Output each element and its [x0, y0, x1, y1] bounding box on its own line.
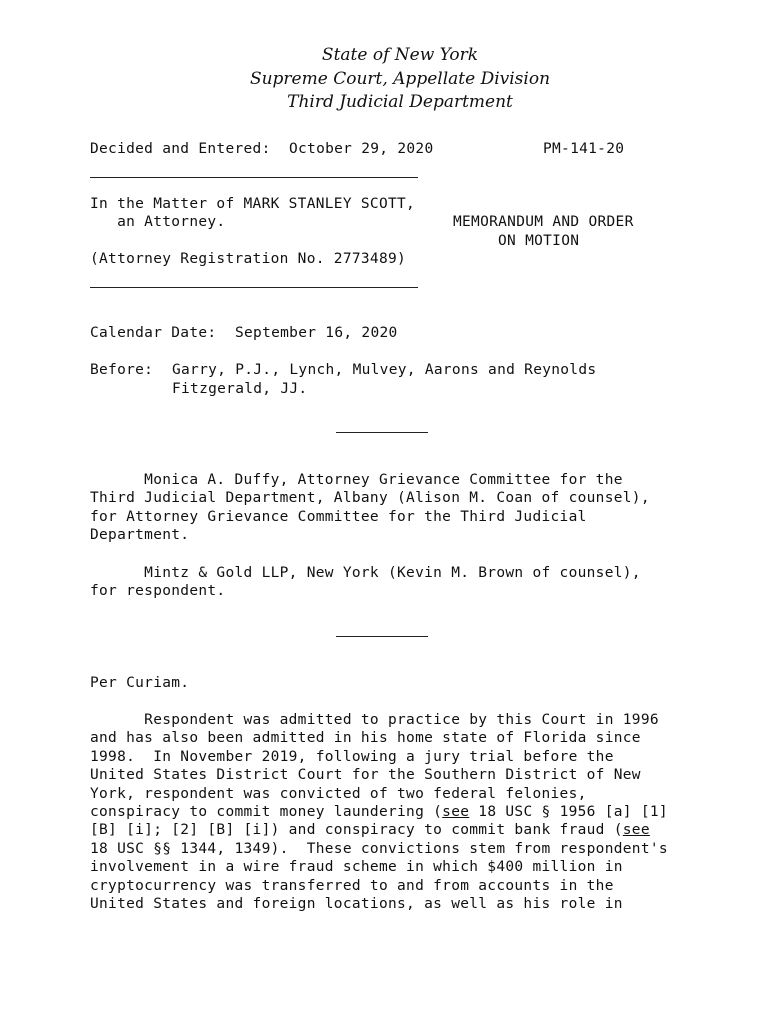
opinion-line: and has also been admitted in his home state of Florida since: [90, 730, 641, 747]
opinion-text: [B] [i]; [2] [B] [i]) and conspiracy to commit bank fraud (: [90, 822, 623, 839]
opinion-line: United States and foreign locations, as well as his role in: [90, 896, 623, 913]
caption-rule-bottom: [90, 287, 418, 288]
opinion-line: cryptocurrency was transferred to and from accounts in the: [90, 877, 614, 894]
per-curiam-heading: Per Curiam.: [90, 675, 190, 691]
counsel-p1-line: Department.: [90, 527, 190, 544]
opinion-line: United States District Court for the Southern District of New: [90, 767, 641, 784]
opinion-line: [90, 803, 690, 821]
opinion-line: York, respondent was convicted of two federal felonies,: [90, 785, 587, 802]
opinion-line: 18 USC §§ 1344, 1349). These convictions stem from respondent's: [90, 840, 668, 857]
citation-signal-see: see: [442, 804, 470, 821]
counsel-paragraph-2: [90, 564, 690, 601]
opinion-line: [90, 821, 690, 839]
counsel-p1-line: for Attorney Grievance Committee for the Third Judicial: [90, 508, 587, 525]
state-name: State of New York: [321, 45, 479, 65]
citation-signal-see: see: [622, 822, 650, 839]
caption-rule-top: [90, 177, 418, 178]
opinion-line: involvement in a wire fraud scheme in which $400 million in: [90, 859, 623, 876]
before-line-1: Garry, P.J., Lynch, Mulvey, Aarons and Reynolds: [172, 362, 597, 378]
order-title-line-2: ON MOTION: [498, 233, 580, 249]
registration-number: (Attorney Registration No. 2773489): [90, 251, 407, 267]
matter-line-1: In the Matter of MARK STANLEY SCOTT,: [90, 196, 416, 212]
court-name: Supreme Court, Appellate Division: [249, 68, 551, 89]
section-divider-2: [336, 636, 428, 637]
court-header: [0, 44, 770, 115]
counsel-p1-line: Third Judicial Department, Albany (Alison M. Coan of counsel),: [90, 490, 650, 507]
decided-date: October 29, 2020: [289, 141, 434, 157]
counsel-p1-line: Monica A. Duffy, Attorney Grievance Committee for the: [90, 472, 623, 488]
opinion-line: 1998. In November 2019, following a jury trial before the: [90, 748, 614, 765]
before-label: Before:: [90, 362, 154, 378]
order-title-line-1: MEMORANDUM AND ORDER: [453, 214, 634, 230]
section-divider-1: [336, 432, 428, 433]
before-line-2: Fitzgerald, JJ.: [172, 381, 308, 397]
docket-number: PM-141-20: [543, 141, 625, 157]
matter-line-2: an Attorney.: [90, 214, 226, 230]
decided-label: Decided and Entered:: [90, 141, 271, 157]
opinion-paragraph: [90, 711, 690, 913]
calendar-date: September 16, 2020: [235, 325, 398, 341]
counsel-p2-line: Mintz & Gold LLP, New York (Kevin M. Brown of counsel),: [90, 565, 641, 581]
opinion-line: Respondent was admitted to practice by this Court in 1996: [90, 712, 659, 728]
calendar-label: Calendar Date:: [90, 325, 217, 341]
department-name: Third Judicial Department: [287, 92, 513, 112]
counsel-p2-line: for respondent.: [90, 583, 226, 600]
opinion-text: conspiracy to commit money laundering (: [90, 804, 443, 821]
opinion-text: 18 USC § 1956 [a] [1]: [469, 804, 668, 821]
counsel-paragraph-1: [90, 471, 690, 545]
